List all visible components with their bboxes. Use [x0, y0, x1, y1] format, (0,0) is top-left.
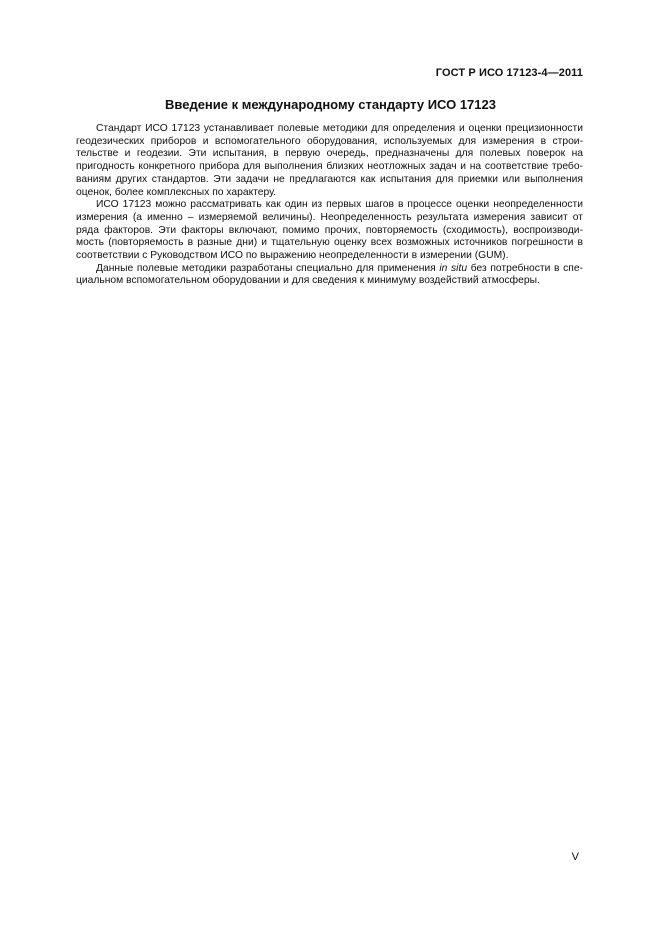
paragraph-2: ИСО 17123 можно рассматривать как один из первых шагов в процессе оценки неопределенности измерения (а именно – измеряемой величины). Неопределенность результата измерения зависит от ряда факторов. Эти факторы включают, помимо прочих, повторяемость (сходимость), воспроизводимость (повторяемость в разные дни) и тщательную оценку всех возможных источников погрешности в соответствии с Руководством ИСО по выражению неопределенности в измерении (GUM). — [76, 199, 583, 262]
paragraph-3-text-after: без потребности в специальном вспомогательном оборудовании и для сведения к минимуму воздействий атмосферы. — [76, 262, 583, 287]
paragraph-3-italic-term: in situ — [439, 262, 468, 274]
page-title: Введение к международному стандарту ИСО 17123 — [165, 97, 496, 112]
document-body — [76, 123, 583, 288]
paragraph-3 — [76, 263, 583, 288]
page-number: V — [571, 851, 579, 863]
paragraph-1: Стандарт ИСО 17123 устанавливает полевые методики для определения и оценки прецизионности геодезических приборов и вспомогательного оборудования, используемых для измерения в строительстве и геодезии. Эти испытания, в первую очередь, предназначены для полевых поверок на пригодность конкретного прибора для выполнения близких неотложных задач и на соответствие требованиям других стандартов. Эти задачи не предлагаются как испытания для приемки или выполнения оценок, более комплексных по характеру. — [76, 123, 583, 198]
document-header: ГОСТ Р ИСО 17123-4—2011 — [435, 67, 583, 79]
paragraph-3-text-before: Данные полевые методики разработаны специально для применения — [96, 262, 440, 274]
